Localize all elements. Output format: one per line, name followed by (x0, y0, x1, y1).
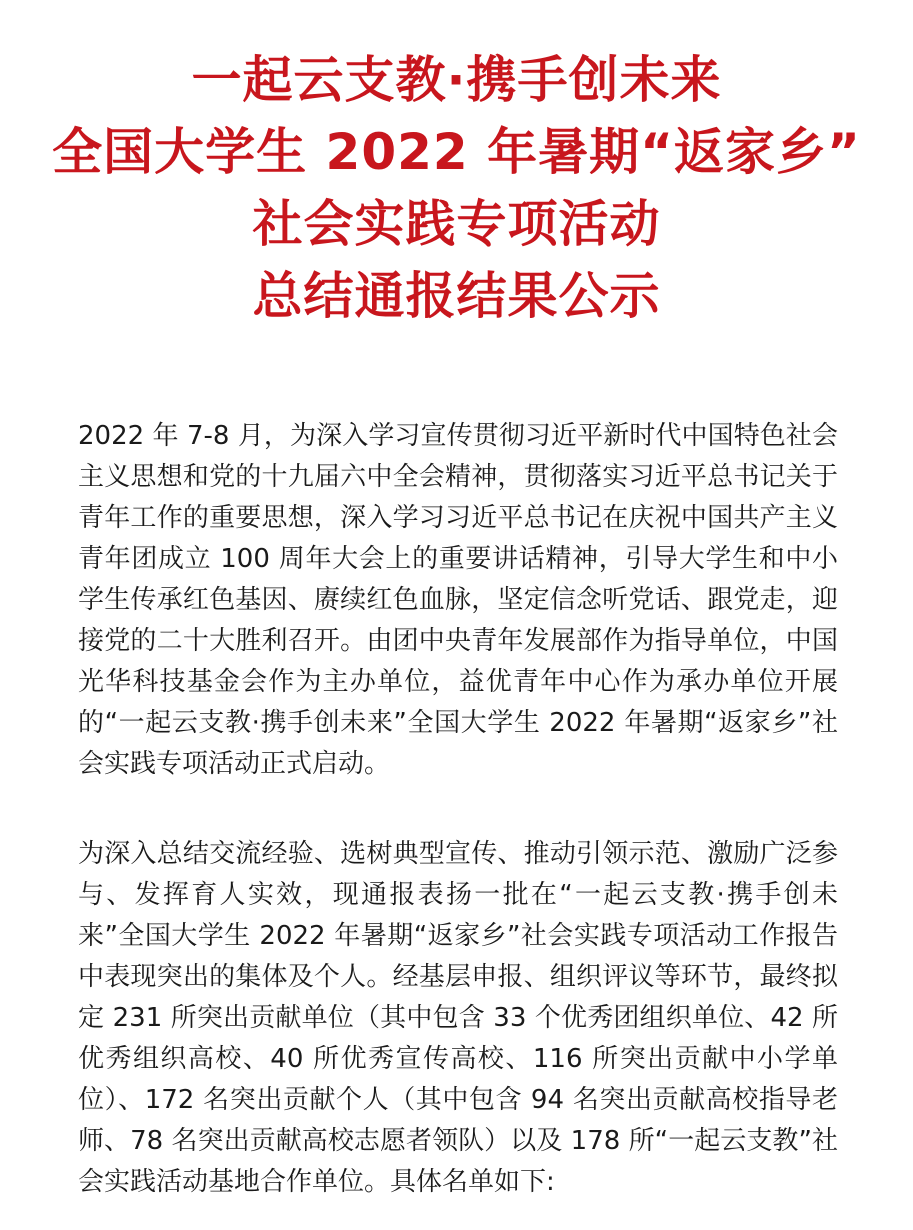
body-paragraph-1: 2022 年 7-8 月，为深入学习宣传贯彻习近平新时代中国特色社会主义思想和党的十九届六中全会精神，贯彻落实习近平总书记关于青年工作的重要思想，深入学习习近平总书记在庆祝中国共产主义青年团成立 100 周年大会上的重要讲话精神，引导大学生和中小学生传承红色基因、赓续红色血脉，坚定信念听党话、跟党走，迎接党的二十大胜利召开。由团中央青年发展部作为指导单位，中国光华科技基金会作为主办单位，益优青年中心作为承办单位开展的“一起云支教·携手创未来”全国大学生 2022 年暑期“返家乡”社会实践专项活动正式启动。 (78, 421, 838, 779)
title-line-4: 总结通报结果公示 (252, 267, 661, 325)
body-paragraph-2: 为深入总结交流经验、选树典型宣传、推动引领示范、激励广泛参与、发挥育人实效，现通报表扬一批在“一起云支教·携手创未来”全国大学生 2022 年暑期“返家乡”社会实践专项活动工作报告中表现突出的集体及个人。经基层申报、组织评议等环节，最终拟定 231 所突出贡献单位（其中包含 33 个优秀团组织单位、42 所优秀组织高校、40 所优秀宣传高校、116 所突出贡献中小学单位）、172 名突出贡献个人（其中包含 94 名突出贡献高校指导老师、78 名突出贡献高校志愿者领队）以及 178 所“一起云支教”社会实践活动基地合作单位。具体名单如下: (78, 839, 838, 1197)
title-line-3: 社会实践专项活动 (252, 195, 661, 253)
page-title (0, 44, 913, 332)
title-line-1: 一起云支教·携手创未来 (191, 51, 722, 109)
title-line-2: 全国大学生 2022 年暑期“返家乡” (52, 123, 861, 181)
